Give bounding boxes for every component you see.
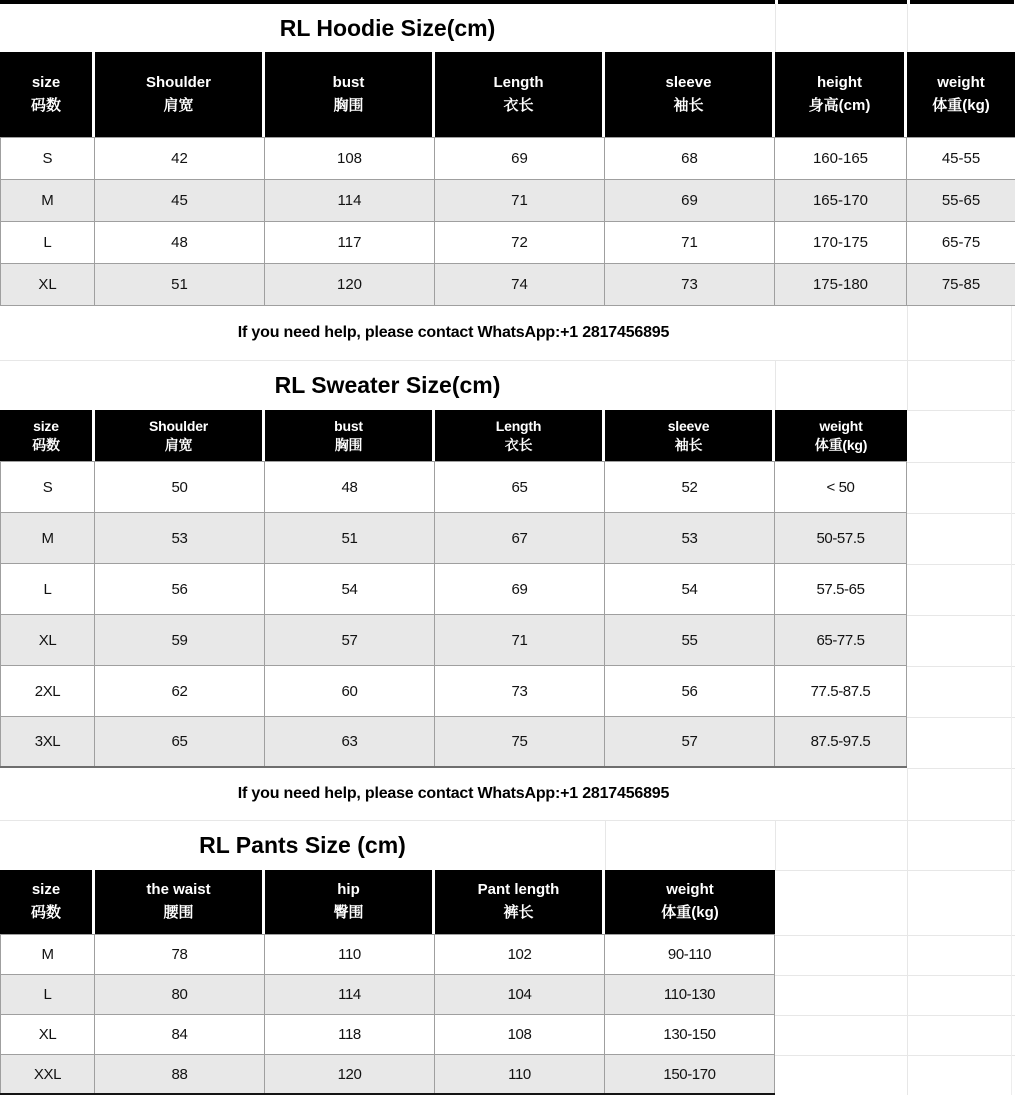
contact-row [0, 306, 1015, 360]
table-row-l [0, 222, 1015, 264]
size-cell: 2XL [0, 666, 95, 716]
header-cell-height [775, 52, 907, 137]
sweater-table [0, 410, 1015, 768]
data-cell-shoulder: 48 [95, 222, 265, 263]
hoodie-size-section [0, 4, 1015, 306]
header-label-zh: 肩宽 [164, 436, 193, 453]
header-label-en: height [817, 73, 862, 91]
header-label-zh: 袖长 [673, 96, 704, 114]
data-cell-length: 74 [435, 264, 605, 305]
header-label-en: Length [495, 418, 542, 434]
data-cell-hip: 118 [265, 1015, 435, 1054]
pants-table-title: RL Pants Size (cm) [199, 832, 406, 858]
data-cell-weight: 65-77.5 [775, 615, 907, 665]
data-cell-the-waist: 88 [95, 1055, 265, 1093]
empty-grid-cell [775, 821, 907, 870]
data-cell-length: 65 [435, 462, 605, 512]
table-row-xl [0, 615, 1015, 666]
data-cell-weight: 55-65 [941, 192, 981, 209]
size-cell: XL [0, 615, 95, 665]
data-cell-bust: 108 [265, 138, 435, 179]
header-label-en: weight [937, 73, 985, 91]
data-cell-weight: 90-110 [605, 935, 775, 974]
data-cell-sleeve: 57 [605, 717, 775, 766]
empty-grid-cell [907, 361, 1015, 410]
data-cell-shoulder: 45 [95, 180, 265, 221]
data-cell-pant-length: 108 [435, 1015, 605, 1054]
header-cell-size [0, 870, 95, 934]
empty-grid-cell [907, 616, 1015, 667]
header-cell-size [0, 410, 95, 461]
empty-grid-cell [775, 1016, 1015, 1056]
header-cell-size [0, 52, 95, 137]
data-cell-shoulder: 53 [95, 513, 265, 563]
data-cell-shoulder: 51 [95, 264, 265, 305]
empty-grid-cell [907, 306, 1015, 360]
data-cell-sleeve: 53 [605, 513, 775, 563]
data-cell-hip: 120 [265, 1055, 435, 1093]
header-label-en: size [31, 881, 61, 899]
header-label-en: hip [337, 881, 360, 899]
data-cell-bust: 117 [265, 222, 435, 263]
size-cell: L [0, 975, 95, 1014]
data-cell-pant-length: 102 [435, 935, 605, 974]
data-cell-hip: 114 [265, 975, 435, 1014]
header-cell-weight [605, 870, 775, 934]
header-cell-pant-length [435, 870, 605, 934]
header-cell-hip [265, 870, 435, 934]
header-cell-bust [265, 52, 435, 137]
hoodie-table-body [0, 138, 1015, 306]
empty-grid-cell [907, 514, 1015, 565]
data-cell-bust: 48 [265, 462, 435, 512]
data-cell-shoulder: 56 [95, 564, 265, 614]
table-row-s [0, 462, 1015, 513]
size-cell: L [0, 222, 95, 263]
empty-grid-cell [775, 871, 1015, 936]
header-cell-shoulder [95, 410, 265, 461]
data-cell-shoulder: 65 [95, 717, 265, 766]
data-cell-the-waist: 80 [95, 975, 265, 1014]
table-row-xl [0, 264, 1015, 306]
grid-line [907, 871, 908, 1095]
empty-grid-cell [907, 463, 1015, 514]
data-cell-hip: 110 [265, 935, 435, 974]
data-cell-length: 75 [435, 717, 605, 766]
contact-note: If you need help, please contact WhatsApp:+1 2817456895 [237, 324, 670, 341]
sweater-title-row [0, 360, 1015, 410]
header-label-en: Shoulder [145, 73, 211, 91]
size-cell: XL [0, 1015, 95, 1054]
header-label-zh: 腰围 [163, 904, 194, 921]
spreadsheet-gutter [907, 410, 1015, 769]
data-cell-sleeve: 69 [605, 180, 775, 221]
data-cell-length: 71 [435, 180, 605, 221]
empty-grid-cell [775, 1056, 1015, 1095]
data-cell-length: 71 [435, 615, 605, 665]
header-label-en: the waist [146, 881, 211, 899]
empty-grid-cell [605, 821, 775, 870]
data-cell-weight: 45-55 [941, 150, 981, 167]
data-cell-sleeve: 73 [605, 264, 775, 305]
header-label-zh: 身高(cm) [808, 96, 871, 114]
empty-grid-cell [907, 821, 1015, 870]
data-cell-pant-length: 110 [435, 1055, 605, 1093]
data-cell-sleeve: 54 [605, 564, 775, 614]
header-label-en: size [33, 418, 59, 434]
data-cell-the-waist: 84 [95, 1015, 265, 1054]
data-cell-weight: 87.5-97.5 [775, 717, 907, 766]
header-cell-length [435, 52, 605, 137]
table-row-2xl [0, 666, 1015, 717]
header-cell-sleeve [605, 52, 775, 137]
contact-note: If you need help, please contact WhatsApp:+1 2817456895 [237, 785, 670, 802]
header-cell-length [435, 410, 605, 461]
empty-grid-cell [775, 4, 907, 52]
data-cell-bust: 63 [265, 717, 435, 766]
sweater-header-row [0, 410, 1015, 462]
header-label-zh: 肩宽 [163, 96, 194, 114]
header-label-zh: 胸围 [334, 436, 363, 453]
table-row-m [0, 513, 1015, 564]
header-label-en: bust [334, 418, 363, 434]
header-label-zh: 袖长 [674, 436, 703, 453]
data-cell-length: 67 [435, 513, 605, 563]
data-cell-length: 69 [435, 564, 605, 614]
data-cell-sleeve: 68 [605, 138, 775, 179]
grid-line [1011, 306, 1012, 1095]
header-label-zh: 衣长 [504, 436, 533, 453]
data-cell-height: 170-175 [775, 222, 907, 263]
header-cell-the-waist [95, 870, 265, 934]
data-cell-weight: < 50 [775, 462, 907, 512]
data-cell-weight: 110-130 [605, 975, 775, 1014]
empty-grid-cell [775, 976, 1015, 1016]
header-label-zh: 码数 [32, 436, 60, 453]
header-label-zh: 裤长 [503, 904, 534, 921]
size-cell: 3XL [0, 717, 95, 766]
header-label-en: weight [666, 881, 714, 899]
size-cell: M [0, 513, 95, 563]
pants-size-section [0, 820, 1015, 1095]
data-cell-weight: 65-75 [941, 234, 981, 251]
sweater-table-title: RL Sweater Size(cm) [274, 372, 501, 398]
empty-grid-cell [907, 667, 1015, 718]
data-cell-weight: 57.5-65 [775, 564, 907, 614]
data-cell-length: 73 [435, 666, 605, 716]
data-cell-pant-length: 104 [435, 975, 605, 1014]
data-cell-the-waist: 78 [95, 935, 265, 974]
table-row-m [0, 180, 1015, 222]
data-cell-length: 72 [435, 222, 605, 263]
data-cell-height: 160-165 [775, 138, 907, 179]
contact-row [0, 768, 1015, 820]
data-cell-bust: 60 [265, 666, 435, 716]
header-label-en: size [31, 73, 61, 91]
hoodie-title-row [0, 4, 1015, 52]
spreadsheet-gutter [775, 870, 1015, 1095]
table-row-s [0, 138, 1015, 180]
data-cell-bust: 120 [265, 264, 435, 305]
data-cell-weight: 50-57.5 [775, 513, 907, 563]
empty-grid-cell [907, 768, 1015, 820]
header-cell-sleeve [605, 410, 775, 461]
header-label-zh: 臀围 [333, 904, 364, 921]
header-cell-weight [907, 52, 1015, 137]
sweater-size-section [0, 360, 1015, 768]
size-cell: XL [0, 264, 95, 305]
header-label-zh: 体重(kg) [661, 904, 719, 921]
data-cell-bust: 57 [265, 615, 435, 665]
data-cell-height: 165-170 [775, 180, 907, 221]
hoodie-table [0, 52, 1015, 306]
header-label-en: weight [819, 418, 863, 434]
size-cell: S [0, 138, 95, 179]
empty-grid-cell [907, 411, 1015, 463]
header-label-zh: 衣长 [503, 96, 534, 114]
size-cell: S [0, 462, 95, 512]
data-cell-height: 175-180 [775, 264, 907, 305]
empty-grid-cell [907, 4, 1015, 52]
empty-grid-cell [907, 718, 1015, 769]
header-label-zh: 码数 [30, 96, 61, 114]
data-cell-shoulder: 59 [95, 615, 265, 665]
data-cell-weight: 150-170 [605, 1055, 775, 1093]
empty-grid-cell [775, 361, 907, 410]
data-cell-sleeve: 55 [605, 615, 775, 665]
data-cell-bust: 54 [265, 564, 435, 614]
header-label-zh: 体重(kg) [932, 96, 990, 114]
data-cell-sleeve: 52 [605, 462, 775, 512]
header-label-en: Length [493, 73, 544, 91]
data-cell-weight: 130-150 [605, 1015, 775, 1054]
size-cell: L [0, 564, 95, 614]
header-label-en: bust [332, 73, 365, 91]
data-cell-sleeve: 56 [605, 666, 775, 716]
header-label-zh: 胸围 [333, 96, 364, 114]
data-cell-weight: 77.5-87.5 [775, 666, 907, 716]
header-cell-shoulder [95, 52, 265, 137]
data-cell-bust: 51 [265, 513, 435, 563]
header-cell-weight [775, 410, 907, 461]
empty-grid-cell [907, 565, 1015, 616]
header-label-zh: 体重(kg) [814, 436, 868, 453]
header-cell-bust [265, 410, 435, 461]
data-cell-shoulder: 62 [95, 666, 265, 716]
table-row-l [0, 564, 1015, 615]
data-cell-shoulder: 42 [95, 138, 265, 179]
size-cell: M [0, 180, 95, 221]
header-label-en: Shoulder [148, 418, 209, 434]
hoodie-table-title: RL Hoodie Size(cm) [279, 14, 496, 41]
header-label-en: sleeve [667, 418, 710, 434]
data-cell-bust: 114 [265, 180, 435, 221]
data-cell-sleeve: 71 [605, 222, 775, 263]
header-label-zh: 码数 [30, 904, 61, 921]
pants-title-row [0, 820, 1015, 870]
data-cell-shoulder: 50 [95, 462, 265, 512]
header-label-en: Pant length [477, 881, 560, 899]
data-cell-length: 69 [435, 138, 605, 179]
size-cell: XXL [0, 1055, 95, 1093]
empty-grid-cell [775, 936, 1015, 976]
table-row-3xl [0, 717, 1015, 768]
data-cell-weight: 75-85 [941, 276, 981, 293]
hoodie-header-row [0, 52, 1015, 138]
header-label-en: sleeve [665, 73, 712, 91]
sweater-table-body [0, 462, 1015, 768]
size-cell: M [0, 935, 95, 974]
